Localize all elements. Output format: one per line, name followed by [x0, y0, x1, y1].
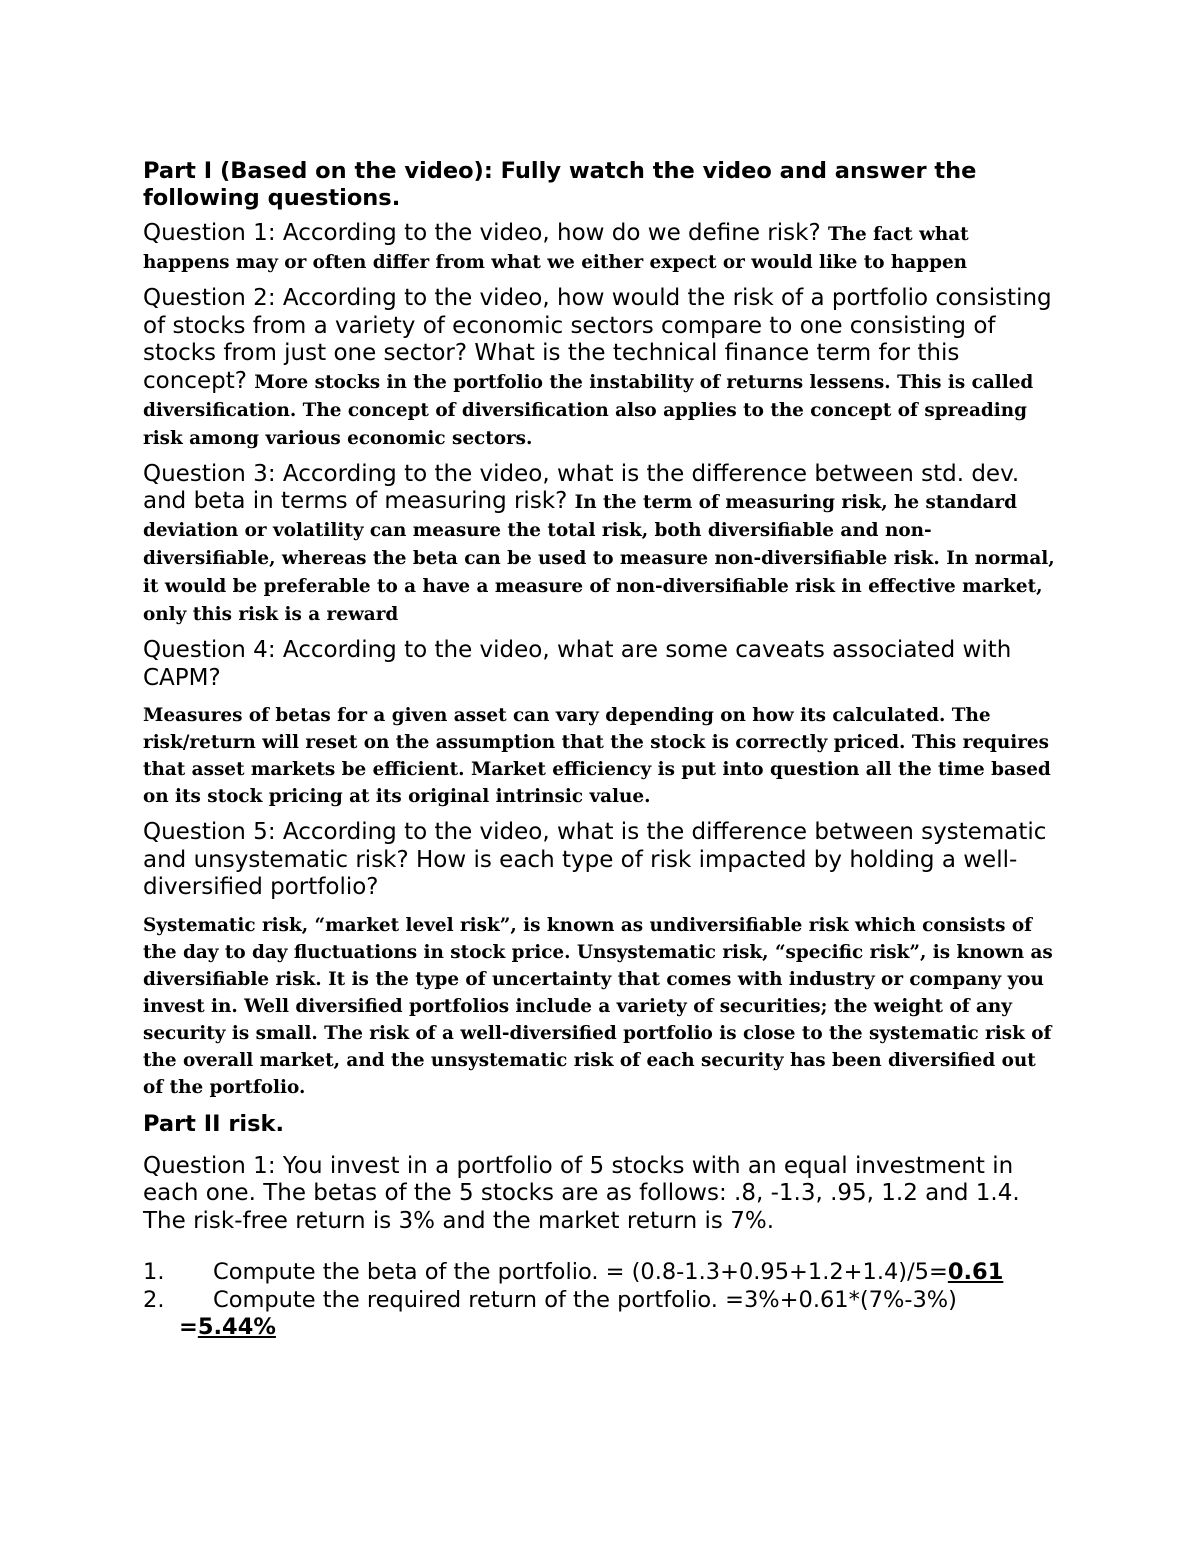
beta-result: 0.61 — [947, 1259, 1004, 1285]
question-1 — [143, 220, 1060, 276]
question-5-text: Question 5: According to the video, what is the difference between systematic and unsystematic risk? How is each type of risk impacted by holding a well-diversified portfolio? — [143, 819, 1047, 900]
list-item-number: 2. — [143, 1286, 165, 1313]
question-4 — [143, 637, 1060, 692]
question-1-text: Question 1: According to the video, how do we define risk? — [143, 220, 821, 246]
list-item-number: 1. — [143, 1259, 165, 1285]
list-item-text: Compute the required return of the portfolio. =3%+0.61*(7%-3%) — [213, 1286, 957, 1313]
part2-question-1-text: Question 1: You invest in a portfolio of 5 stocks with an equal investment in each one. The betas of the 5 stocks are as follows: .8, -1.3, .95, 1.2 and 1.4. The risk-free return is 3% and the market return is 7%. — [143, 1152, 1020, 1234]
answer-3-text: In the term of measuring risk, he standard deviation or volatility can measure the total risk, both diversifiable and non- diversifiable, whereas the beta can be used to measure non-diversifiable risk. In normal, it would be preferable to a have a measure of non-diversifiable risk in effective market, only this risk is a reward — [143, 492, 1055, 625]
list-item — [143, 1287, 1060, 1315]
question-5 — [143, 819, 1060, 902]
answer-1-text: The fact what happens may or often differ from what we either expect or would like to happen — [143, 224, 969, 273]
list-item-content — [213, 1259, 1003, 1287]
question-3-text: Question 3: According to the video, what is the difference between std. dev. and beta in terms of measuring risk? — [143, 460, 1020, 514]
part1-heading: Part I (Based on the video): Fully watch the video and answer the following questions. — [143, 158, 977, 211]
list-item-text: Compute the beta of the portfolio. = (0.8-1.3+0.95+1.2+1.4)/5= — [213, 1259, 948, 1285]
list-item-content — [213, 1287, 957, 1315]
list-item-continuation — [143, 1314, 1060, 1342]
question-3 — [143, 461, 1060, 629]
list-item — [143, 1259, 1060, 1287]
part2-question-1 — [143, 1153, 1060, 1236]
question-2 — [143, 285, 1060, 452]
answer-5-text: Systematic risk, “market level risk”, is known as undiversifiable risk which consists of the day to day fluctuations in stock price. Unsystematic risk, “specific risk”, is known as diversifiable risk. It is the type of uncertainty that comes with industry or company you invest in. Well diversified portfolios include a variety of securities; the weight of any security is small. The risk of a well-diversified portfolio is close to the systematic risk of the overall market, and the unsystematic risk of each security has been diversified out of the portfolio. — [143, 914, 1053, 1098]
question-4-text: Question 4: According to the video, what are some caveats associated with CAPM? — [143, 637, 1012, 691]
numbered-list — [143, 1259, 1060, 1342]
return-result: 5.44% — [197, 1314, 276, 1340]
answer-4-text: Measures of betas for a given asset can vary depending on how its calculated. The risk/return will reset on the assumption that the stock is correctly priced. This requires that asset markets be efficient. Market efficiency is put into question all the time based on its stock pricing at its original intrinsic value. — [143, 705, 1051, 807]
answer-2-text: More stocks in the portfolio the instability of returns lessens. This is called diversification. The concept of diversification also applies to the concept of spreading risk among various economic sectors. — [143, 371, 1034, 449]
part2-heading: Part II risk. — [143, 1110, 285, 1137]
equals-sign: = — [179, 1314, 198, 1340]
question-2-text: Question 2: According to the video, how would the risk of a portfolio consisting of stocks from a variety of economic sectors compare to one consisting of stocks from just one sector? What is the technical finance term for this concept? — [143, 285, 1052, 394]
